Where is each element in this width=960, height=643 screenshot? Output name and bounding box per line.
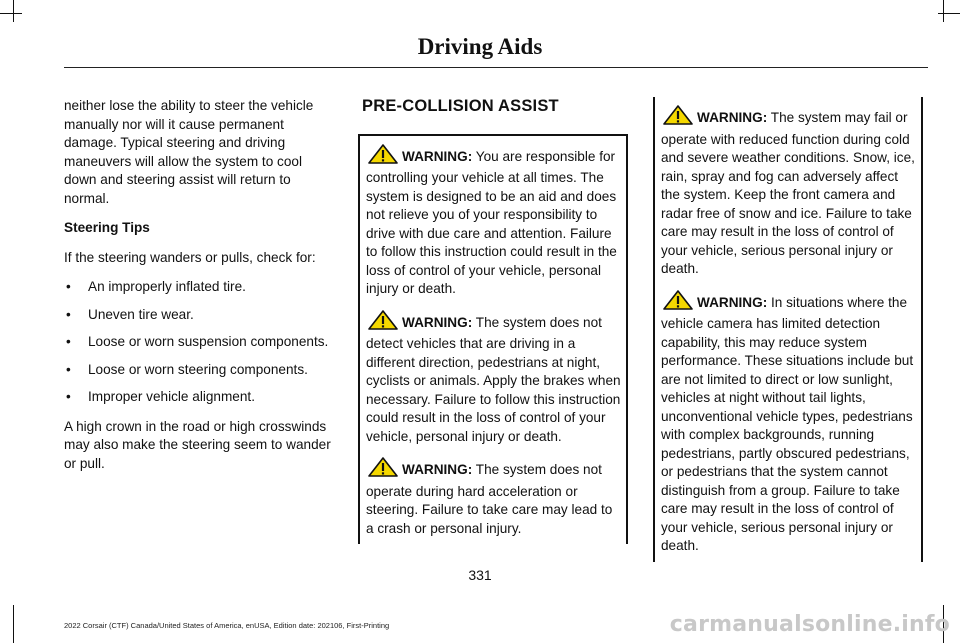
- warning-text: The system may fail or operate with reduced function during cold and severe weather conditions. Snow, ice, rain, spray and fog can adversely affect the system. Keep the front camera and radar free of snow and ice. Failure to take care may result in the loss of control of your vehicle, serious personal injury or death.: [661, 110, 915, 276]
- section-title: PRE-COLLISION ASSIST: [362, 97, 559, 115]
- warning-label: WARNING:: [402, 314, 473, 330]
- crop-mark-top-right-h: [938, 13, 960, 14]
- crop-mark-top-left-v: [13, 0, 14, 22]
- column-2: [362, 97, 628, 544]
- warning-text: The system does not detect vehicles that are driving in a different direction, pedestrians at night, cyclists or animals. Apply the brakes when necessary. Failure to follow this instruction could result in the loss of control of your vehicle, personal injury or death.: [366, 314, 621, 444]
- page-header-title: Driving Aids: [417, 34, 543, 59]
- closing-paragraph: A high crown in the road or high crosswinds may also make the steering seem to wander or pull.: [64, 418, 331, 471]
- warning-label: WARNING:: [402, 148, 473, 164]
- warning-paragraph: [661, 105, 917, 279]
- warning-text: In situations where the vehicle camera has limited detection capability, this may reduce system performance. These situations include but are not limited to direct or low sunlight, vehicles at night without tail lights, unconventional vehicle types, pedestrians with complex backgrounds, running pedestrians, partly obscured pedestrians, or pedestrians that the system cannot distinguish from a group. Failure to take care may result in the loss of control of your vehicle, serious personal injury or death.: [661, 294, 914, 553]
- warning-paragraph: [366, 144, 622, 299]
- warning-box: [653, 97, 923, 562]
- warning-box: [358, 134, 628, 545]
- warning-paragraph: [366, 310, 622, 447]
- column-1: [64, 97, 336, 484]
- crop-mark-bottom-left-v: [13, 605, 14, 643]
- footer-edition-text: 2022 Corsair (CTF) Canada/United States of America, enUSA, Edition date: 202106, First-Printing: [64, 621, 390, 630]
- warning-triangle-icon: [663, 105, 693, 131]
- header-divider: [64, 67, 928, 68]
- list-item: • Loose or worn suspension components.: [64, 333, 336, 352]
- list-item: • Improper vehicle alignment.: [64, 388, 336, 407]
- column-3: [657, 97, 923, 562]
- list-item: • Uneven tire wear.: [64, 306, 336, 325]
- steering-tips-list: [64, 278, 336, 407]
- list-item: • Loose or worn steering components.: [64, 361, 336, 380]
- warning-triangle-icon: [663, 290, 693, 316]
- warning-paragraph: [661, 290, 917, 556]
- crop-mark-top-right-v: [943, 0, 944, 22]
- warning-triangle-icon: [368, 310, 398, 336]
- watermark: carmanualsonline.info: [669, 612, 950, 637]
- intro-paragraph: neither lose the ability to steer the vehicle manually nor will it cause permanent damage. Typical steering and driving maneuvers will allow the system to cool down and steering assist will return to normal.: [64, 98, 314, 206]
- page-number: 331: [468, 567, 492, 583]
- warning-triangle-icon: [368, 457, 398, 483]
- steering-tips-lead: If the steering wanders or pulls, check for:: [64, 249, 316, 265]
- warning-paragraph: [366, 457, 622, 538]
- warning-text: You are responsible for controlling your vehicle at all times. The system is designed to be an aid and does not relieve you of your responsibility to drive with due care and attention. Failure to follow this instruction could result in the loss of control of your vehicle, personal injury or death.: [366, 148, 617, 296]
- list-item: • An improperly inflated tire.: [64, 278, 336, 297]
- warning-triangle-icon: [368, 144, 398, 170]
- warning-label: WARNING:: [402, 462, 473, 477]
- warning-text: The system does not operate during hard acceleration or steering. Failure to take care may lead to a crash or personal injury.: [366, 462, 613, 536]
- warning-label: WARNING:: [697, 110, 768, 125]
- warning-label: WARNING:: [697, 294, 768, 310]
- steering-tips-heading: Steering Tips: [64, 220, 150, 235]
- crop-mark-top-left-h: [0, 13, 22, 14]
